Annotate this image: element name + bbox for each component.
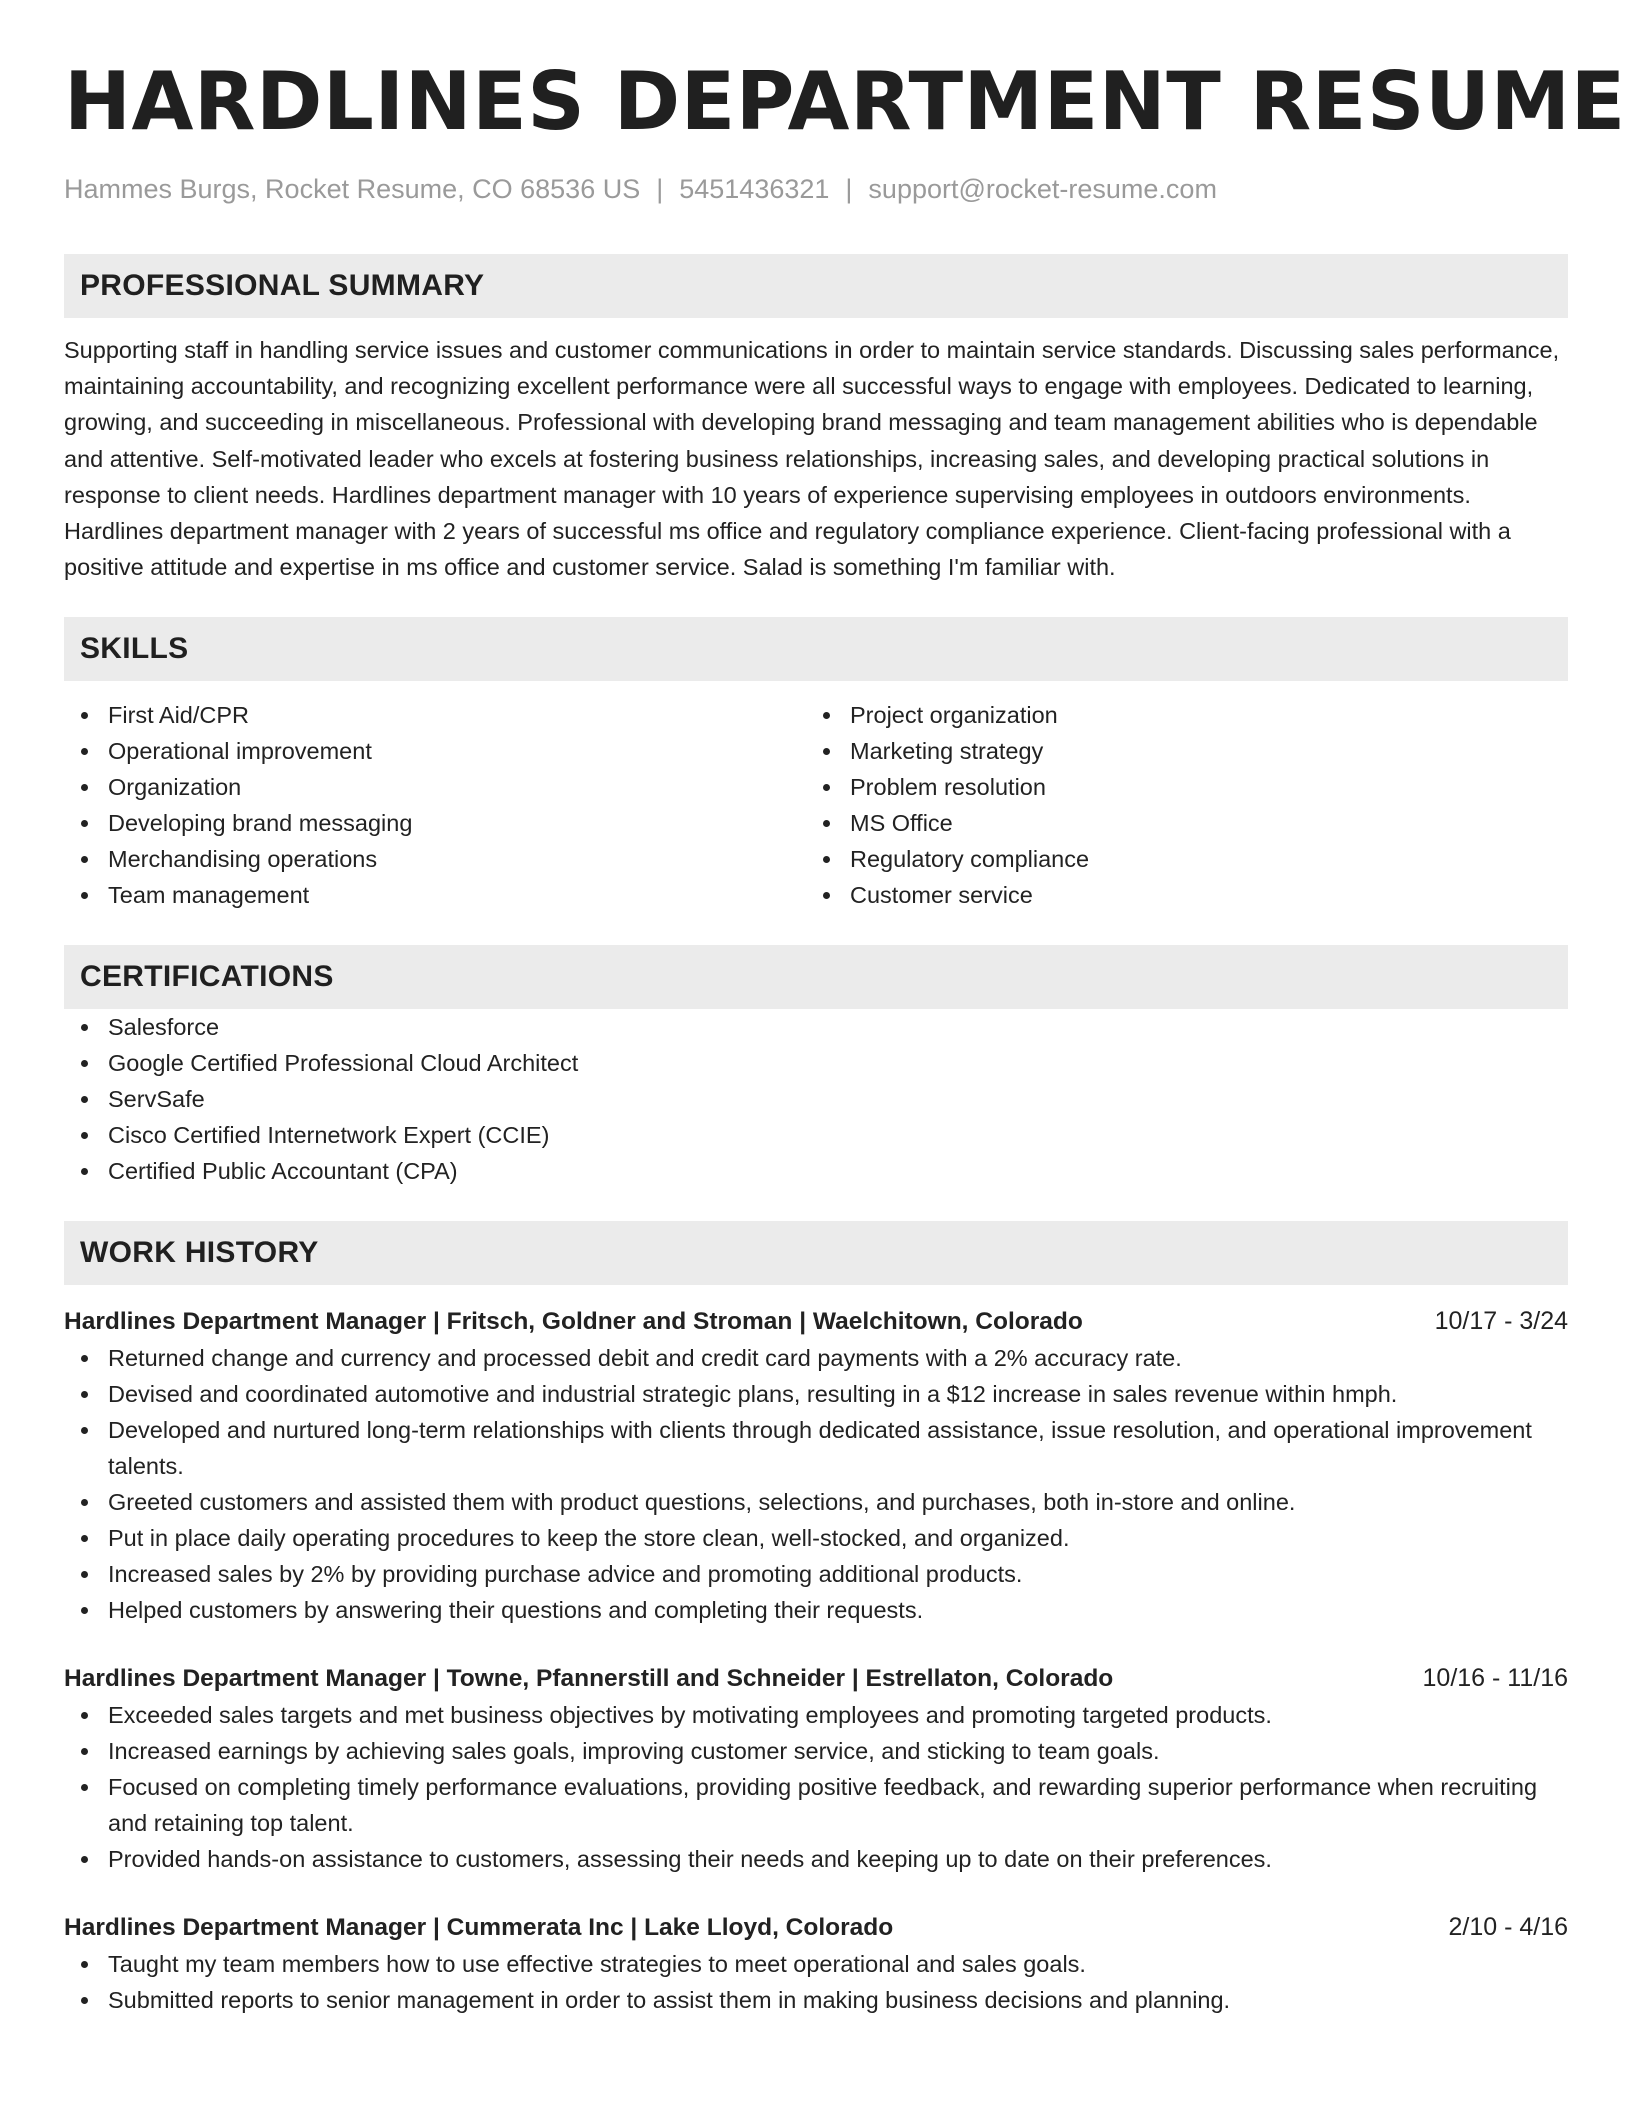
job-dates: 10/17 - 3/24: [1434, 1307, 1568, 1336]
job-entry: [64, 1909, 1568, 2018]
skill-item: Marketing strategy: [806, 733, 1548, 769]
work-history-section-header: WORK HISTORY: [64, 1221, 1568, 1285]
skill-item: Customer service: [806, 877, 1548, 913]
job-bullet: Returned change and currency and processed debit and credit card payments with a 2% accuracy rate.: [64, 1340, 1568, 1376]
job-bullet: Focused on completing timely performance evaluations, providing positive feedback, and rewarding superior performance when recruiting and retaining top talent.: [64, 1769, 1568, 1841]
job-bullet: Exceeded sales targets and met business objectives by motivating employees and promoting targeted products.: [64, 1697, 1568, 1733]
skill-item: Operational improvement: [64, 733, 806, 769]
certification-item: Google Certified Professional Cloud Architect: [64, 1045, 1568, 1081]
job-heading-row: [64, 1303, 1568, 1340]
skills-list-left: [64, 697, 806, 913]
skill-item: Developing brand messaging: [64, 805, 806, 841]
certifications-section-header: CERTIFICATIONS: [64, 945, 1568, 1009]
job-bullet: Increased earnings by achieving sales goals, improving customer service, and sticking to team goals.: [64, 1733, 1568, 1769]
job-entry: [64, 1303, 1568, 1628]
job-heading-row: [64, 1660, 1568, 1697]
job-heading: Hardlines Department Manager | Towne, Pfannerstill and Schneider | Estrellaton, Colorado: [64, 1665, 1114, 1693]
job-bullet: Increased sales by 2% by providing purchase advice and promoting additional products.: [64, 1556, 1568, 1592]
job-bullet: Taught my team members how to use effective strategies to meet operational and sales goals.: [64, 1946, 1568, 1982]
skill-item: Problem resolution: [806, 769, 1548, 805]
skills-list-right: [806, 697, 1548, 913]
skills-section-header: SKILLS: [64, 617, 1568, 681]
skill-item: MS Office: [806, 805, 1548, 841]
certification-item: ServSafe: [64, 1081, 1568, 1117]
job-heading-row: [64, 1909, 1568, 1946]
skills-column-right: [806, 697, 1548, 913]
skill-item: Team management: [64, 877, 806, 913]
job-bullet: Greeted customers and assisted them with product questions, selections, and purchases, both in-store and online.: [64, 1484, 1568, 1520]
job-bullet: Provided hands-on assistance to customers, assessing their needs and keeping up to date on their preferences.: [64, 1841, 1568, 1877]
certification-item: Cisco Certified Internetwork Expert (CCIE): [64, 1117, 1568, 1153]
summary-section-header: PROFESSIONAL SUMMARY: [64, 254, 1568, 318]
contact-separator: |: [656, 174, 664, 204]
job-bullet: Helped customers by answering their questions and completing their requests.: [64, 1592, 1568, 1628]
job-entry: [64, 1660, 1568, 1877]
skill-item: Merchandising operations: [64, 841, 806, 877]
contact-email[interactable]: support@rocket-resume.com: [868, 174, 1217, 204]
job-dates: 10/16 - 11/16: [1422, 1664, 1568, 1693]
skill-item: First Aid/CPR: [64, 697, 806, 733]
contact-address: Hammes Burgs, Rocket Resume, CO 68536 US: [64, 174, 641, 204]
skills-column-left: [64, 697, 806, 913]
job-heading: Hardlines Department Manager | Fritsch, Goldner and Stroman | Waelchitown, Colorado: [64, 1308, 1083, 1336]
skill-item: Regulatory compliance: [806, 841, 1548, 877]
contact-separator: |: [845, 174, 853, 204]
certification-item: Salesforce: [64, 1009, 1568, 1045]
job-bullet-list: [64, 1946, 1568, 2018]
job-heading: Hardlines Department Manager | Cummerata Inc | Lake Lloyd, Colorado: [64, 1914, 894, 1942]
job-bullet: Submitted reports to senior management in order to assist them in making business decisions and planning.: [64, 1982, 1568, 2018]
job-bullet: Put in place daily operating procedures to keep the store clean, well-stocked, and organized.: [64, 1520, 1568, 1556]
job-bullet: Devised and coordinated automotive and industrial strategic plans, resulting in a $12 increase in sales revenue within hmph.: [64, 1376, 1568, 1412]
contact-line: [64, 172, 1568, 206]
certification-item: Certified Public Accountant (CPA): [64, 1153, 1568, 1189]
summary-text: Supporting staff in handling service issues and customer communications in order to maintain service standards. Discussing sales performance, maintaining accountability, and recognizing excellent performance were all successful ways to engage with employees. Dedicated to learning, growing, and succeeding in miscellaneous. Professional with developing brand messaging and team management abilities who is dependable and attentive. Self-motivated leader who excels at fostering business relationships, increasing sales, and developing practical solutions in response to client needs. Hardlines department manager with 10 years of experience supervising employees in outdoors environments. Hardlines department manager with 2 years of successful ms office and regulatory compliance experience. Client-facing professional with a positive attitude and expertise in ms office and customer service. Salad is something I'm familiar with.: [64, 337, 1560, 581]
job-bullet-list: [64, 1340, 1568, 1628]
skills-grid: [64, 697, 1568, 913]
job-dates: 2/10 - 4/16: [1448, 1913, 1568, 1942]
job-bullet-list: [64, 1697, 1568, 1877]
contact-phone: 5451436321: [679, 174, 830, 204]
certifications-list: [64, 1009, 1568, 1189]
resume-title: HARDLINES DEPARTMENT RESUME: [64, 55, 1626, 148]
skill-item: Project organization: [806, 697, 1548, 733]
skill-item: Organization: [64, 769, 806, 805]
job-bullet: Developed and nurtured long-term relationships with clients through dedicated assistance, issue resolution, and operational improvement talents.: [64, 1412, 1568, 1484]
